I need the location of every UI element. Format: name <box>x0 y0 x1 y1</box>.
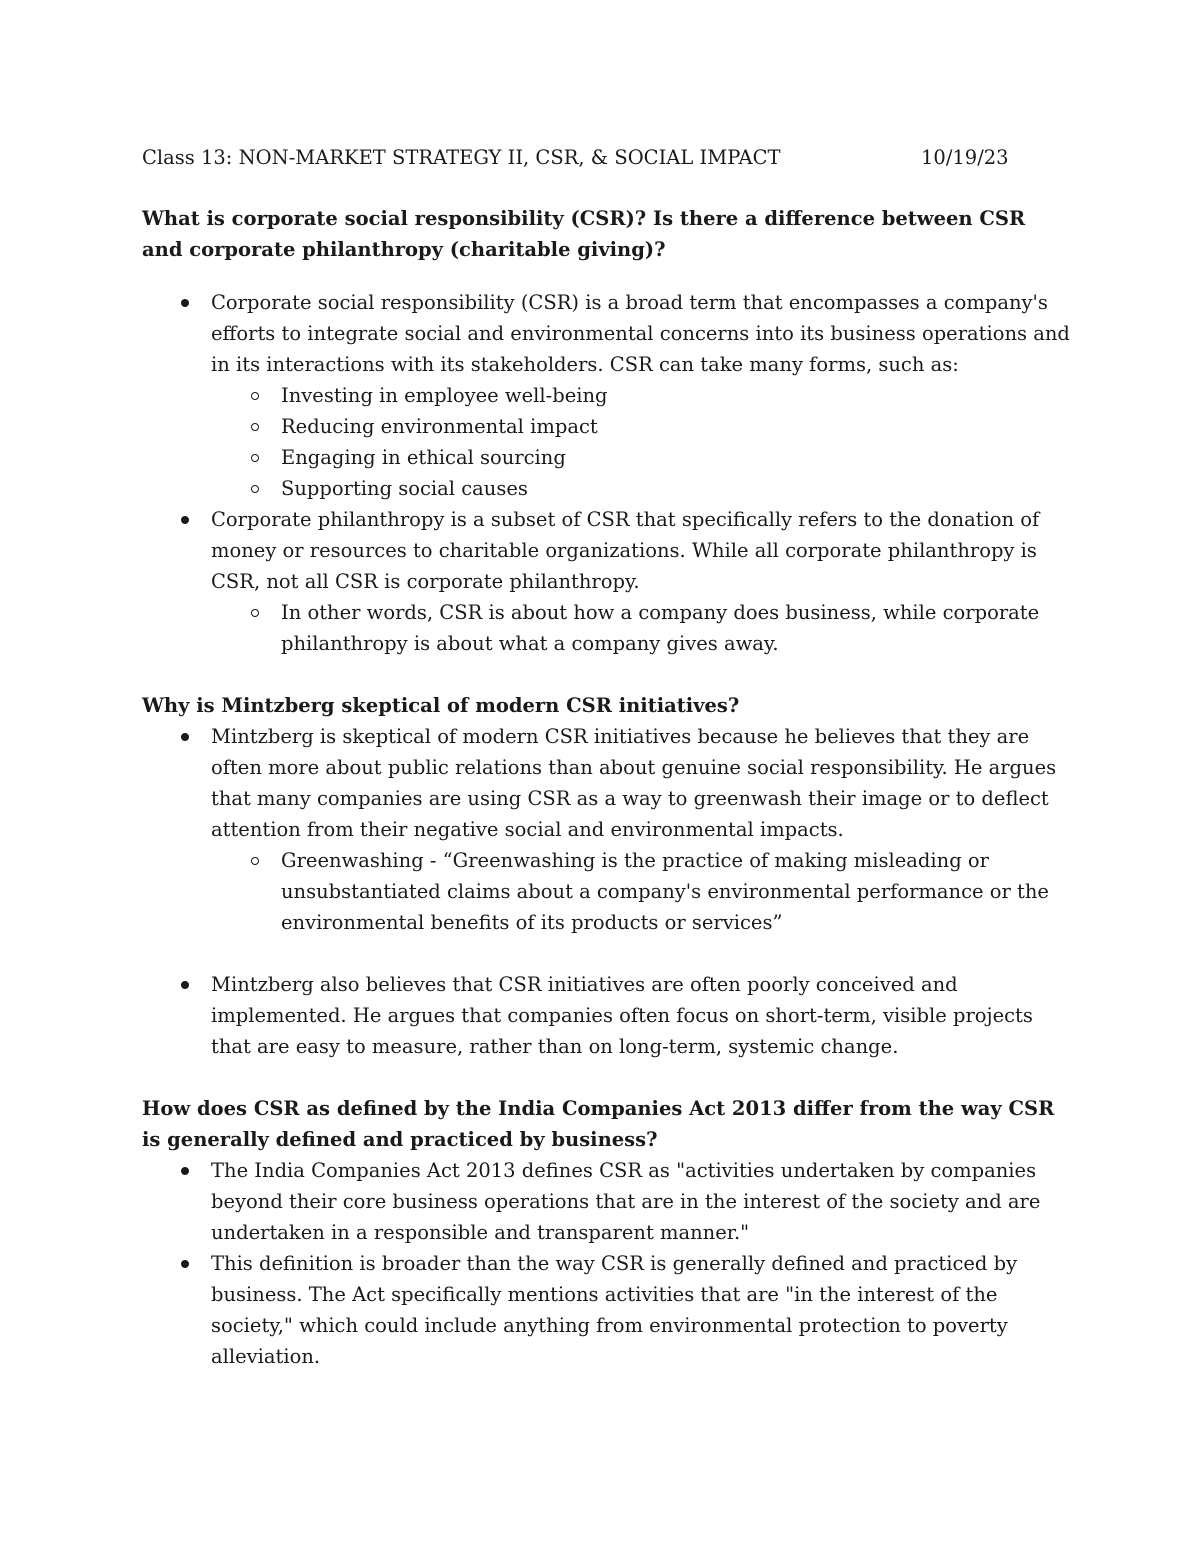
sub-bullet-list <box>211 380 1072 504</box>
question-heading: What is corporate social responsibility (CSR)? Is there a difference between CSR and corporate philanthropy (charitable giving)? <box>142 207 1026 261</box>
question-heading: How does CSR as defined by the India Companies Act 2013 differ from the way CSR is generally defined and practiced by business? <box>142 1097 1055 1151</box>
bullet-item <box>142 1248 1072 1372</box>
bullet-text: Mintzberg is skeptical of modern CSR initiatives because he believes that they are often more about public relations than about genuine social responsibility. He argues that many companies are using CSR as a way to greenwash their image or to deflect attention from their negative social and environmental impacts. <box>211 725 1057 841</box>
question-heading: Why is Mintzberg skeptical of modern CSR initiatives? <box>142 694 740 717</box>
sub-bullet-item: Investing in employee well-being <box>141 380 1072 411</box>
sub-bullet-list <box>211 845 1072 938</box>
bullet-text: Corporate social responsibility (CSR) is a broad term that encompasses a company's efforts to integrate social and environmental concerns into its business operations and in its interactions with its stakeholders. CSR can take many forms, such as: <box>211 291 1070 376</box>
sub-bullet-item: Supporting social causes <box>141 473 1072 504</box>
section-mintzberg <box>142 690 1072 1062</box>
section-csr-definition <box>142 203 1072 659</box>
bullet-list <box>142 1155 1072 1372</box>
bullet-item <box>142 969 1072 1062</box>
bullet-item <box>142 504 1072 659</box>
class-title: Class 13: NON-MARKET STRATEGY II, CSR, & SOCIAL IMPACT <box>142 146 781 169</box>
sub-bullet-item: Engaging in ethical sourcing <box>141 442 1072 473</box>
bullet-text: Mintzberg also believes that CSR initiatives are often poorly conceived and implemented. He argues that companies often focus on short-term, visible projects that are easy to measure, rather than on long-term, systemic change. <box>211 973 1033 1058</box>
section-india-companies-act <box>142 1093 1072 1372</box>
bullet-list <box>142 287 1072 659</box>
bullet-text: This definition is broader than the way CSR is generally defined and practiced by business. The Act specifically mentions activities that are "in the interest of the society," which could include anything from environmental protection to poverty alleviation. <box>211 1252 1018 1368</box>
sub-bullet-item: Reducing environmental impact <box>141 411 1072 442</box>
sub-bullet-item: In other words, CSR is about how a company does business, while corporate philanthropy is about what a company gives away. <box>141 597 1072 659</box>
class-date: 10/19/23 <box>921 146 1009 169</box>
bullet-item <box>142 721 1072 938</box>
bullet-item <box>142 1155 1072 1248</box>
sub-bullet-list <box>211 597 1072 659</box>
bullet-text: Corporate philanthropy is a subset of CSR that specifically refers to the donation of money or resources to charitable organizations. While all corporate philanthropy is CSR, not all CSR is corporate philanthropy. <box>211 508 1040 593</box>
sub-bullet-item: Greenwashing - “Greenwashing is the practice of making misleading or unsubstantiated claims about a company's environmental performance or the environmental benefits of its products or services” <box>141 845 1072 938</box>
bullet-list <box>142 721 1072 1062</box>
document-body <box>142 203 1072 1372</box>
document-header <box>142 143 1012 173</box>
bullet-item <box>142 287 1072 504</box>
bullet-text: The India Companies Act 2013 defines CSR as "activities undertaken by companies beyond their core business operations that are in the interest of the society and are undertaken in a responsible and transparent manner." <box>211 1159 1041 1244</box>
